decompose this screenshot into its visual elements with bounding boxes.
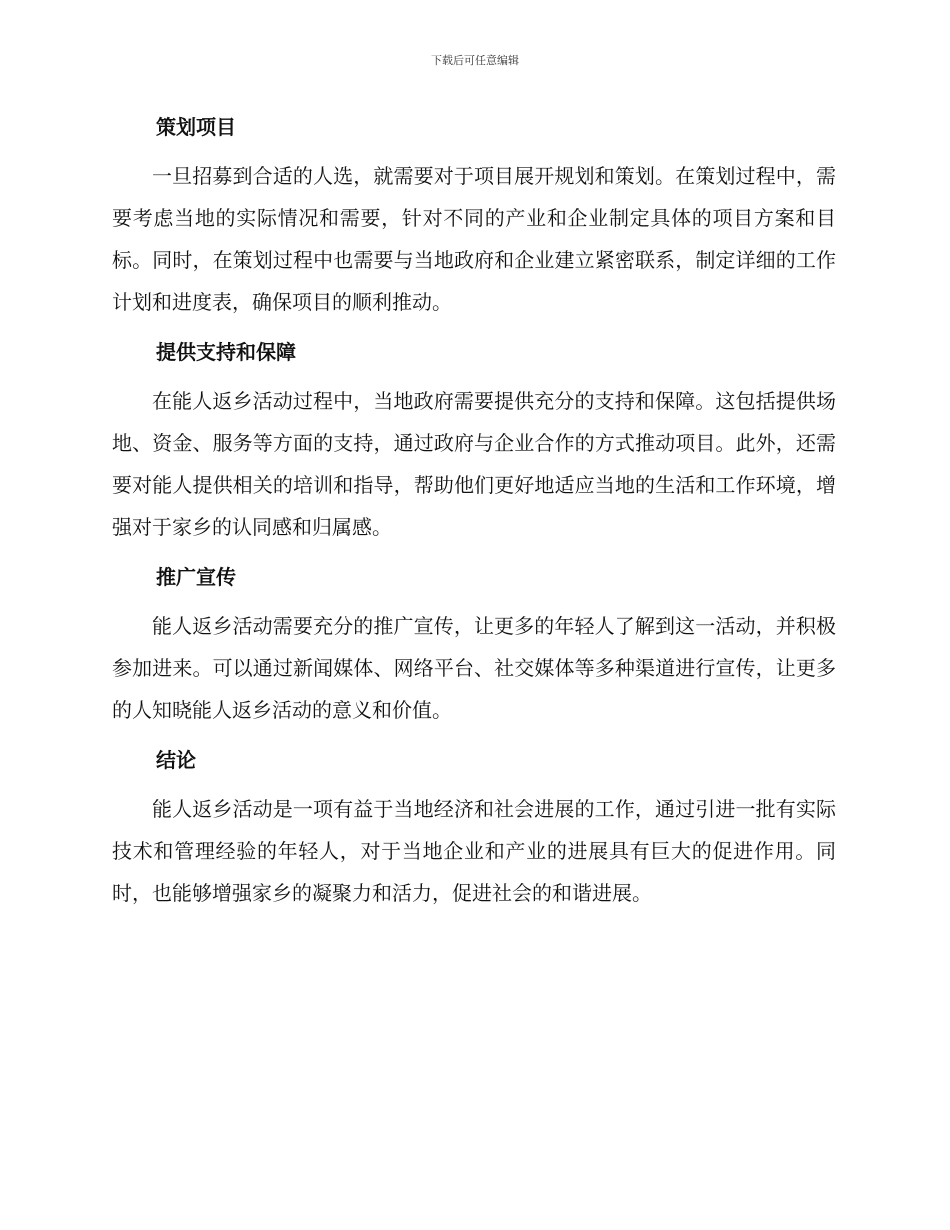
section-heading: 提供支持和保障: [156, 340, 296, 364]
section-planning: [112, 112, 836, 323]
document-body: [112, 112, 836, 914]
page-header: 下载后可任意编辑: [431, 54, 519, 67]
section-heading: 推广宣传: [156, 565, 236, 589]
section-promotion: [112, 562, 836, 731]
section-conclusion: [112, 745, 836, 914]
section-heading: 结论: [156, 748, 196, 772]
section-paragraph: 能人返乡活动是一项有益于当地经济和社会进展的工作，通过引进一批有实际技术和管理经验的年轻人，对于当地企业和产业的进展具有巨大的促进作用。同时，也能够增强家乡的凝聚力和活力，促进社会的和谐进展。: [112, 797, 836, 905]
section-paragraph: 一旦招募到合适的人选，就需要对于项目展开规划和策划。在策划过程中，需要考虑当地的实际情况和需要，针对不同的产业和企业制定具体的项目方案和目标。同时，在策划过程中也需要与当地政府和企业建立紧密联系，制定详细的工作计划和进度表，确保项目的顺利推动。: [112, 164, 836, 314]
section-heading: 策划项目: [156, 115, 236, 139]
section-support: [112, 337, 836, 548]
section-paragraph: 能人返乡活动需要充分的推广宣传，让更多的年轻人了解到这一活动，并积极参加进来。可以通过新闻媒体、网络平台、社交媒体等多种渠道进行宣传，让更多的人知晓能人返乡活动的意义和价值。: [112, 614, 836, 722]
section-paragraph: 在能人返乡活动过程中，当地政府需要提供充分的支持和保障。这包括提供场地、资金、服务等方面的支持，通过政府与企业合作的方式推动项目。此外，还需要对能人提供相关的培训和指导，帮助他们更好地适应当地的生活和工作环境，增强对于家乡的认同感和归属感。: [112, 389, 836, 539]
